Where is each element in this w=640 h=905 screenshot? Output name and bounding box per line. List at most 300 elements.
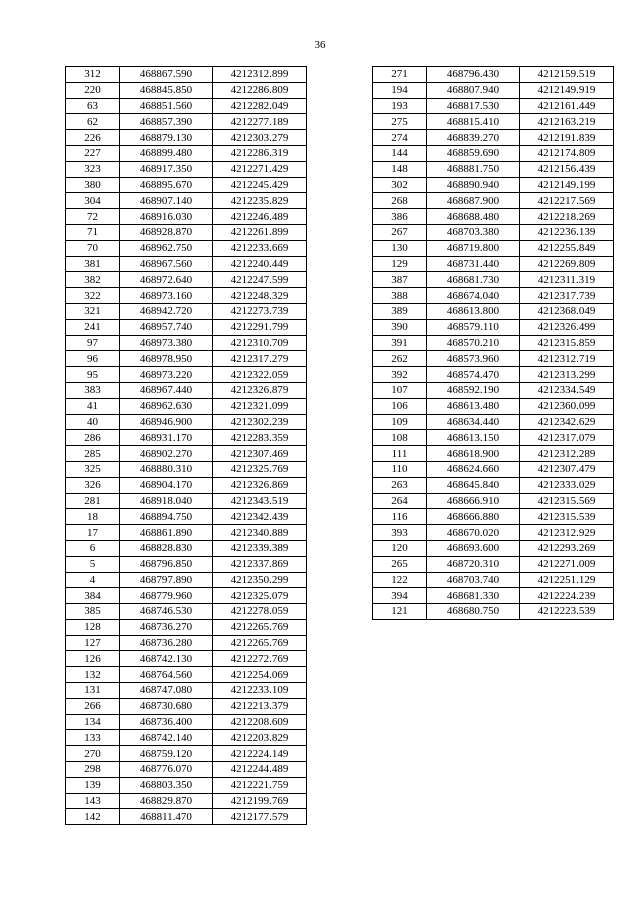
point-number-cell: 133 [66, 730, 120, 746]
x-coordinate-cell: 468731.440 [427, 256, 520, 272]
x-coordinate-cell: 468828.830 [120, 540, 213, 556]
point-number-cell: 274 [373, 130, 427, 146]
y-coordinate-cell: 4212360.099 [520, 398, 614, 414]
x-coordinate-cell: 468967.560 [120, 256, 213, 272]
table-row [373, 145, 614, 161]
y-coordinate-cell: 4212254.069 [213, 667, 307, 683]
x-coordinate-cell: 468670.020 [427, 525, 520, 541]
point-number-cell: 262 [373, 351, 427, 367]
point-number-cell: 40 [66, 414, 120, 430]
table-row [373, 556, 614, 572]
table-row [66, 793, 307, 809]
y-coordinate-cell: 4212334.549 [520, 382, 614, 398]
table-row [66, 588, 307, 604]
point-number-cell: 304 [66, 193, 120, 209]
table-row [66, 730, 307, 746]
table-row [66, 477, 307, 493]
point-number-cell: 285 [66, 446, 120, 462]
y-coordinate-cell: 4212218.269 [520, 209, 614, 225]
point-number-cell: 62 [66, 114, 120, 130]
point-number-cell: 380 [66, 177, 120, 193]
y-coordinate-cell: 4212293.269 [520, 540, 614, 556]
x-coordinate-cell: 468918.040 [120, 493, 213, 509]
y-coordinate-cell: 4212265.769 [213, 635, 307, 651]
y-coordinate-cell: 4212340.889 [213, 525, 307, 541]
y-coordinate-cell: 4212312.899 [213, 67, 307, 83]
point-number-cell: 220 [66, 82, 120, 98]
point-number-cell: 116 [373, 509, 427, 525]
y-coordinate-cell: 4212177.579 [213, 809, 307, 825]
point-number-cell: 96 [66, 351, 120, 367]
x-coordinate-cell: 468666.910 [427, 493, 520, 509]
x-coordinate-cell: 468624.660 [427, 461, 520, 477]
x-coordinate-cell: 468736.270 [120, 619, 213, 635]
table-row [373, 572, 614, 588]
y-coordinate-cell: 4212326.499 [520, 319, 614, 335]
x-coordinate-cell: 468894.750 [120, 509, 213, 525]
y-coordinate-cell: 4212156.439 [520, 161, 614, 177]
point-number-cell: 142 [66, 809, 120, 825]
y-coordinate-cell: 4212317.279 [213, 351, 307, 367]
y-coordinate-cell: 4212310.709 [213, 335, 307, 351]
y-coordinate-cell: 4212315.569 [520, 493, 614, 509]
x-coordinate-cell: 468592.190 [427, 382, 520, 398]
y-coordinate-cell: 4212333.029 [520, 477, 614, 493]
point-number-cell: 106 [373, 398, 427, 414]
x-coordinate-cell: 468719.800 [427, 240, 520, 256]
table-row [66, 130, 307, 146]
table-row [66, 272, 307, 288]
point-number-cell: 270 [66, 746, 120, 762]
table-row [66, 177, 307, 193]
x-coordinate-cell: 468703.380 [427, 224, 520, 240]
table-row [66, 398, 307, 414]
table-row [66, 161, 307, 177]
x-coordinate-cell: 468861.890 [120, 525, 213, 541]
point-number-cell: 5 [66, 556, 120, 572]
y-coordinate-cell: 4212350.299 [213, 572, 307, 588]
y-coordinate-cell: 4212343.519 [213, 493, 307, 509]
point-number-cell: 382 [66, 272, 120, 288]
point-number-cell: 17 [66, 525, 120, 541]
point-number-cell: 143 [66, 793, 120, 809]
table-row [373, 446, 614, 462]
x-coordinate-cell: 468811.470 [120, 809, 213, 825]
point-number-cell: 266 [66, 698, 120, 714]
x-coordinate-cell: 468680.750 [427, 604, 520, 620]
table-row [373, 540, 614, 556]
x-coordinate-cell: 468747.080 [120, 683, 213, 699]
point-number-cell: 381 [66, 256, 120, 272]
y-coordinate-cell: 4212342.439 [213, 509, 307, 525]
point-number-cell: 241 [66, 319, 120, 335]
point-number-cell: 139 [66, 777, 120, 793]
x-coordinate-cell: 468687.900 [427, 193, 520, 209]
table-row [66, 193, 307, 209]
x-coordinate-cell: 468573.960 [427, 351, 520, 367]
y-coordinate-cell: 4212199.769 [213, 793, 307, 809]
point-number-cell: 4 [66, 572, 120, 588]
x-coordinate-cell: 468815.410 [427, 114, 520, 130]
table-row [66, 288, 307, 304]
table-row [66, 525, 307, 541]
y-coordinate-cell: 4212255.849 [520, 240, 614, 256]
x-coordinate-cell: 468693.600 [427, 540, 520, 556]
y-coordinate-cell: 4212261.899 [213, 224, 307, 240]
point-number-cell: 322 [66, 288, 120, 304]
point-number-cell: 63 [66, 98, 120, 114]
table-row [66, 651, 307, 667]
table-row [66, 367, 307, 383]
x-coordinate-cell: 468859.690 [427, 145, 520, 161]
y-coordinate-cell: 4212271.009 [520, 556, 614, 572]
y-coordinate-cell: 4212191.839 [520, 130, 614, 146]
point-number-cell: 323 [66, 161, 120, 177]
coordinates-table-left [65, 66, 307, 825]
y-coordinate-cell: 4212368.049 [520, 303, 614, 319]
y-coordinate-cell: 4212224.149 [213, 746, 307, 762]
x-coordinate-cell: 468839.270 [427, 130, 520, 146]
x-coordinate-cell: 468688.480 [427, 209, 520, 225]
x-coordinate-cell: 468879.130 [120, 130, 213, 146]
y-coordinate-cell: 4212244.489 [213, 762, 307, 778]
y-coordinate-cell: 4212286.319 [213, 145, 307, 161]
y-coordinate-cell: 4212203.829 [213, 730, 307, 746]
y-coordinate-cell: 4212337.869 [213, 556, 307, 572]
table-row [66, 762, 307, 778]
x-coordinate-cell: 468803.350 [120, 777, 213, 793]
x-coordinate-cell: 468907.140 [120, 193, 213, 209]
table-row [66, 698, 307, 714]
point-number-cell: 70 [66, 240, 120, 256]
table-row [373, 82, 614, 98]
point-number-cell: 134 [66, 714, 120, 730]
table-row [373, 382, 614, 398]
table-row [66, 82, 307, 98]
point-number-cell: 263 [373, 477, 427, 493]
y-coordinate-cell: 4212247.599 [213, 272, 307, 288]
point-number-cell: 264 [373, 493, 427, 509]
table-row [373, 319, 614, 335]
x-coordinate-cell: 468746.530 [120, 604, 213, 620]
x-coordinate-cell: 468845.850 [120, 82, 213, 98]
table-row [66, 809, 307, 825]
table-row [66, 667, 307, 683]
y-coordinate-cell: 4212149.919 [520, 82, 614, 98]
y-coordinate-cell: 4212307.479 [520, 461, 614, 477]
x-coordinate-cell: 468681.730 [427, 272, 520, 288]
point-number-cell: 126 [66, 651, 120, 667]
x-coordinate-cell: 468742.140 [120, 730, 213, 746]
y-coordinate-cell: 4212312.289 [520, 446, 614, 462]
point-number-cell: 41 [66, 398, 120, 414]
table-row [373, 509, 614, 525]
point-number-cell: 144 [373, 145, 427, 161]
point-number-cell: 391 [373, 335, 427, 351]
x-coordinate-cell: 468957.740 [120, 319, 213, 335]
point-number-cell: 394 [373, 588, 427, 604]
x-coordinate-cell: 468574.470 [427, 367, 520, 383]
table-row [373, 209, 614, 225]
point-number-cell: 127 [66, 635, 120, 651]
y-coordinate-cell: 4212326.869 [213, 477, 307, 493]
y-coordinate-cell: 4212233.669 [213, 240, 307, 256]
y-coordinate-cell: 4212312.719 [520, 351, 614, 367]
table-row [66, 540, 307, 556]
table-row [66, 209, 307, 225]
point-number-cell: 148 [373, 161, 427, 177]
table-row [373, 288, 614, 304]
point-number-cell: 267 [373, 224, 427, 240]
table-row [373, 161, 614, 177]
table-row [373, 114, 614, 130]
point-number-cell: 386 [373, 209, 427, 225]
x-coordinate-cell: 468779.960 [120, 588, 213, 604]
x-coordinate-cell: 468613.800 [427, 303, 520, 319]
table-row [373, 493, 614, 509]
y-coordinate-cell: 4212224.239 [520, 588, 614, 604]
point-number-cell: 325 [66, 461, 120, 477]
x-coordinate-cell: 468928.870 [120, 224, 213, 240]
point-number-cell: 392 [373, 367, 427, 383]
x-coordinate-cell: 468776.070 [120, 762, 213, 778]
y-coordinate-cell: 4212248.329 [213, 288, 307, 304]
y-coordinate-cell: 4212221.759 [213, 777, 307, 793]
y-coordinate-cell: 4212326.879 [213, 382, 307, 398]
y-coordinate-cell: 4212283.359 [213, 430, 307, 446]
y-coordinate-cell: 4212303.279 [213, 130, 307, 146]
y-coordinate-cell: 4212311.319 [520, 272, 614, 288]
y-coordinate-cell: 4212286.809 [213, 82, 307, 98]
point-number-cell: 286 [66, 430, 120, 446]
x-coordinate-cell: 468973.380 [120, 335, 213, 351]
y-coordinate-cell: 4212233.109 [213, 683, 307, 699]
x-coordinate-cell: 468681.330 [427, 588, 520, 604]
y-coordinate-cell: 4212307.469 [213, 446, 307, 462]
x-coordinate-cell: 468720.310 [427, 556, 520, 572]
x-coordinate-cell: 468759.120 [120, 746, 213, 762]
x-coordinate-cell: 468736.280 [120, 635, 213, 651]
x-coordinate-cell: 468613.150 [427, 430, 520, 446]
point-number-cell: 122 [373, 572, 427, 588]
point-number-cell: 194 [373, 82, 427, 98]
table-row [373, 130, 614, 146]
table-row [373, 335, 614, 351]
x-coordinate-cell: 468973.220 [120, 367, 213, 383]
point-number-cell: 226 [66, 130, 120, 146]
y-coordinate-cell: 4212245.429 [213, 177, 307, 193]
table-row [66, 746, 307, 762]
point-number-cell: 271 [373, 67, 427, 83]
x-coordinate-cell: 468730.680 [120, 698, 213, 714]
point-number-cell: 227 [66, 145, 120, 161]
y-coordinate-cell: 4212302.239 [213, 414, 307, 430]
x-coordinate-cell: 468972.640 [120, 272, 213, 288]
table-row [66, 145, 307, 161]
y-coordinate-cell: 4212277.189 [213, 114, 307, 130]
point-number-cell: 109 [373, 414, 427, 430]
x-coordinate-cell: 468942.720 [120, 303, 213, 319]
table-row [66, 114, 307, 130]
table-row [66, 446, 307, 462]
table-row [373, 414, 614, 430]
table-row [373, 525, 614, 541]
x-coordinate-cell: 468962.630 [120, 398, 213, 414]
point-number-cell: 110 [373, 461, 427, 477]
table-row [373, 67, 614, 83]
y-coordinate-cell: 4212325.769 [213, 461, 307, 477]
table-row [373, 98, 614, 114]
table-row [373, 177, 614, 193]
coordinates-table-right [372, 66, 614, 620]
x-coordinate-cell: 468851.560 [120, 98, 213, 114]
x-coordinate-cell: 468917.350 [120, 161, 213, 177]
x-coordinate-cell: 468857.390 [120, 114, 213, 130]
point-number-cell: 6 [66, 540, 120, 556]
point-number-cell: 72 [66, 209, 120, 225]
y-coordinate-cell: 4212278.059 [213, 604, 307, 620]
table-row [66, 98, 307, 114]
y-coordinate-cell: 4212317.739 [520, 288, 614, 304]
point-number-cell: 383 [66, 382, 120, 398]
point-number-cell: 384 [66, 588, 120, 604]
point-number-cell: 326 [66, 477, 120, 493]
y-coordinate-cell: 4212149.199 [520, 177, 614, 193]
table-row [373, 367, 614, 383]
y-coordinate-cell: 4212342.629 [520, 414, 614, 430]
y-coordinate-cell: 4212291.799 [213, 319, 307, 335]
y-coordinate-cell: 4212213.379 [213, 698, 307, 714]
table-row [66, 67, 307, 83]
x-coordinate-cell: 468931.170 [120, 430, 213, 446]
point-number-cell: 95 [66, 367, 120, 383]
x-coordinate-cell: 468579.110 [427, 319, 520, 335]
x-coordinate-cell: 468880.310 [120, 461, 213, 477]
y-coordinate-cell: 4212312.929 [520, 525, 614, 541]
y-coordinate-cell: 4212223.539 [520, 604, 614, 620]
point-number-cell: 97 [66, 335, 120, 351]
y-coordinate-cell: 4212271.429 [213, 161, 307, 177]
point-number-cell: 312 [66, 67, 120, 83]
y-coordinate-cell: 4212163.219 [520, 114, 614, 130]
table-row [66, 351, 307, 367]
table-row [373, 477, 614, 493]
x-coordinate-cell: 468867.590 [120, 67, 213, 83]
table-row [66, 224, 307, 240]
table-row [66, 572, 307, 588]
point-number-cell: 387 [373, 272, 427, 288]
point-number-cell: 281 [66, 493, 120, 509]
y-coordinate-cell: 4212339.389 [213, 540, 307, 556]
table-row [373, 604, 614, 620]
page-number: 36 [314, 39, 326, 51]
table-row [373, 398, 614, 414]
table-row [373, 256, 614, 272]
point-number-cell: 129 [373, 256, 427, 272]
table-row [66, 461, 307, 477]
point-number-cell: 107 [373, 382, 427, 398]
x-coordinate-cell: 468829.870 [120, 793, 213, 809]
x-coordinate-cell: 468666.880 [427, 509, 520, 525]
point-number-cell: 389 [373, 303, 427, 319]
table-row [66, 683, 307, 699]
x-coordinate-cell: 468967.440 [120, 382, 213, 398]
table-row [373, 193, 614, 209]
x-coordinate-cell: 468797.890 [120, 572, 213, 588]
x-coordinate-cell: 468796.430 [427, 67, 520, 83]
y-coordinate-cell: 4212251.129 [520, 572, 614, 588]
x-coordinate-cell: 468764.560 [120, 667, 213, 683]
table-row [373, 272, 614, 288]
y-coordinate-cell: 4212322.059 [213, 367, 307, 383]
y-coordinate-cell: 4212321.099 [213, 398, 307, 414]
y-coordinate-cell: 4212315.859 [520, 335, 614, 351]
point-number-cell: 302 [373, 177, 427, 193]
table-row [66, 509, 307, 525]
point-number-cell: 393 [373, 525, 427, 541]
y-coordinate-cell: 4212325.079 [213, 588, 307, 604]
x-coordinate-cell: 468946.900 [120, 414, 213, 430]
table-row [373, 240, 614, 256]
point-number-cell: 71 [66, 224, 120, 240]
x-coordinate-cell: 468973.160 [120, 288, 213, 304]
x-coordinate-cell: 468796.850 [120, 556, 213, 572]
table-row [66, 256, 307, 272]
y-coordinate-cell: 4212313.299 [520, 367, 614, 383]
x-coordinate-cell: 468570.210 [427, 335, 520, 351]
table-row [66, 335, 307, 351]
x-coordinate-cell: 468881.750 [427, 161, 520, 177]
table-row [66, 303, 307, 319]
table-row [66, 430, 307, 446]
point-number-cell: 128 [66, 619, 120, 635]
x-coordinate-cell: 468703.740 [427, 572, 520, 588]
y-coordinate-cell: 4212282.049 [213, 98, 307, 114]
table-row [373, 461, 614, 477]
y-coordinate-cell: 4212235.829 [213, 193, 307, 209]
x-coordinate-cell: 468613.480 [427, 398, 520, 414]
point-number-cell: 120 [373, 540, 427, 556]
table-row [373, 303, 614, 319]
point-number-cell: 321 [66, 303, 120, 319]
y-coordinate-cell: 4212269.809 [520, 256, 614, 272]
x-coordinate-cell: 468904.170 [120, 477, 213, 493]
x-coordinate-cell: 468962.750 [120, 240, 213, 256]
x-coordinate-cell: 468634.440 [427, 414, 520, 430]
x-coordinate-cell: 468618.900 [427, 446, 520, 462]
x-coordinate-cell: 468978.950 [120, 351, 213, 367]
table-row [373, 588, 614, 604]
y-coordinate-cell: 4212217.569 [520, 193, 614, 209]
point-number-cell: 385 [66, 604, 120, 620]
x-coordinate-cell: 468736.400 [120, 714, 213, 730]
point-number-cell: 193 [373, 98, 427, 114]
table-row [66, 714, 307, 730]
point-number-cell: 18 [66, 509, 120, 525]
x-coordinate-cell: 468899.480 [120, 145, 213, 161]
point-number-cell: 108 [373, 430, 427, 446]
table-row [66, 556, 307, 572]
x-coordinate-cell: 468817.530 [427, 98, 520, 114]
y-coordinate-cell: 4212159.519 [520, 67, 614, 83]
point-number-cell: 390 [373, 319, 427, 335]
y-coordinate-cell: 4212240.449 [213, 256, 307, 272]
y-coordinate-cell: 4212265.769 [213, 619, 307, 635]
x-coordinate-cell: 468674.040 [427, 288, 520, 304]
table-row [66, 319, 307, 335]
y-coordinate-cell: 4212272.769 [213, 651, 307, 667]
point-number-cell: 121 [373, 604, 427, 620]
